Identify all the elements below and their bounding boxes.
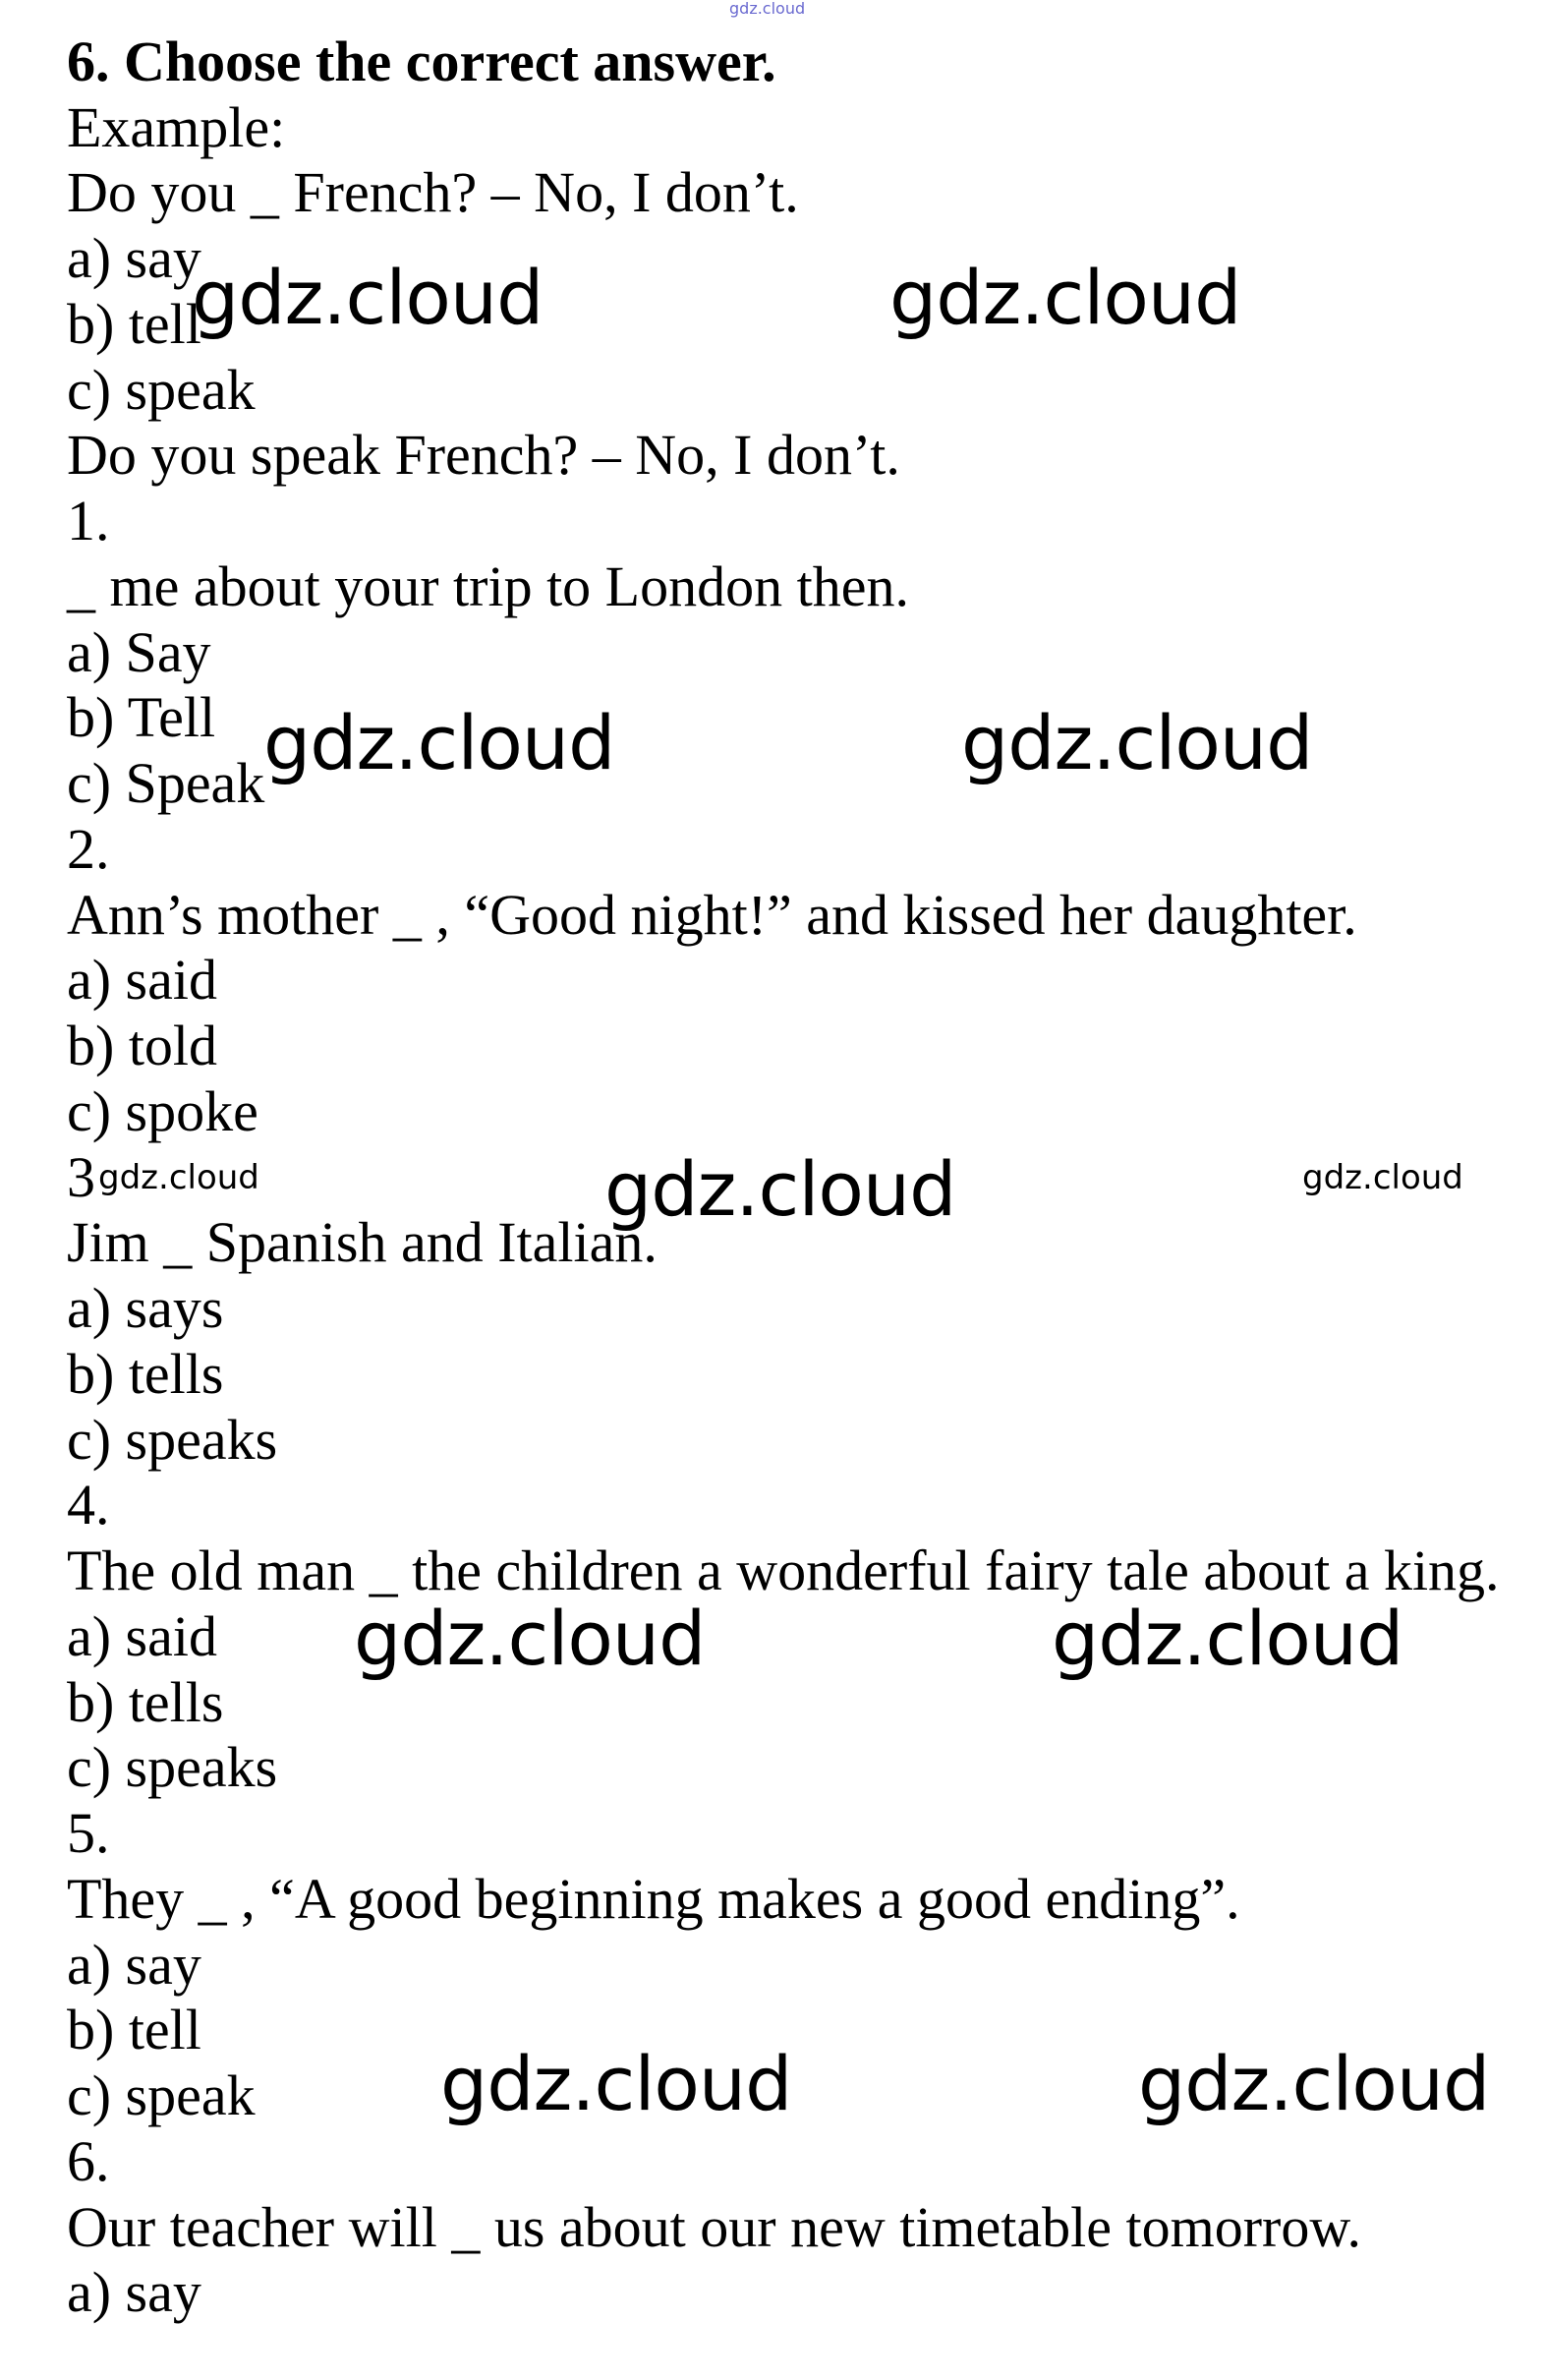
question-5-text: They _ , “A good beginning makes a good ending”. [67, 1867, 1240, 1931]
watermark: gdz.cloud [889, 254, 1241, 341]
question-4-number: 4. [67, 1473, 110, 1537]
example-answer: Do you speak French? – No, I don’t. [67, 423, 900, 487]
question-1-option-a: a) Say [67, 620, 211, 684]
question-6-option-a: a) say [67, 2260, 201, 2324]
question-3-option-b: b) tells [67, 1342, 224, 1406]
watermark: gdz.cloud [354, 1595, 706, 1682]
question-5-option-a: a) say [67, 1933, 201, 1997]
question-2-number: 2. [67, 817, 110, 881]
question-2-option-a: a) said [67, 948, 217, 1012]
question-2-option-c: c) spoke [67, 1079, 258, 1143]
example-label: Example: [67, 95, 286, 159]
question-3-text: Jim _ Spanish and Italian. [67, 1210, 658, 1274]
watermark: gdz.cloud [1138, 2040, 1490, 2127]
watermark: gdz.cloud [440, 2040, 792, 2127]
question-2-option-b: b) told [67, 1014, 218, 1077]
question-4-option-a: a) said [67, 1604, 217, 1668]
watermark: gdz.cloud [604, 1145, 956, 1233]
watermark: gdz.cloud [1052, 1595, 1403, 1682]
example-question: Do you _ French? – No, I don’t. [67, 160, 799, 224]
example-option-c: c) speak [67, 358, 256, 422]
question-3-option-a: a) says [67, 1276, 224, 1340]
question-1-text: _ me about your trip to London then. [67, 554, 909, 618]
question-1-option-c: c) Speak [67, 751, 265, 815]
question-1-number: 1. [67, 489, 110, 552]
question-3-number: 3 [67, 1145, 95, 1209]
example-option-b: b) tell [67, 292, 201, 356]
question-6-text: Our teacher will _ us about our new timetable tomorrow. [67, 2195, 1361, 2259]
watermark-small: gdz.cloud [98, 1158, 259, 1197]
watermark: gdz.cloud [961, 699, 1313, 786]
question-4-option-c: c) speaks [67, 1735, 278, 1799]
question-4-option-b: b) tells [67, 1670, 224, 1734]
watermark: gdz.cloud [263, 699, 615, 786]
question-5-option-b: b) tell [67, 1998, 201, 2061]
watermark-small: gdz.cloud [1302, 1158, 1463, 1197]
question-3-option-c: c) speaks [67, 1408, 278, 1472]
watermark-top: gdz.cloud [729, 0, 806, 18]
watermark: gdz.cloud [192, 254, 544, 341]
question-4-text: The old man _ the children a wonderful fairy tale about a king. [67, 1538, 1500, 1602]
question-1-option-b: b) Tell [67, 685, 216, 749]
example-option-a: a) say [67, 226, 201, 290]
question-2-text: Ann’s mother _ , “Good night!” and kissed her daughter. [67, 883, 1357, 947]
question-5-number: 5. [67, 1801, 110, 1865]
exercise-title: 6. Choose the correct answer. [67, 29, 776, 93]
question-5-option-c: c) speak [67, 2063, 256, 2127]
question-6-number: 6. [67, 2129, 110, 2193]
